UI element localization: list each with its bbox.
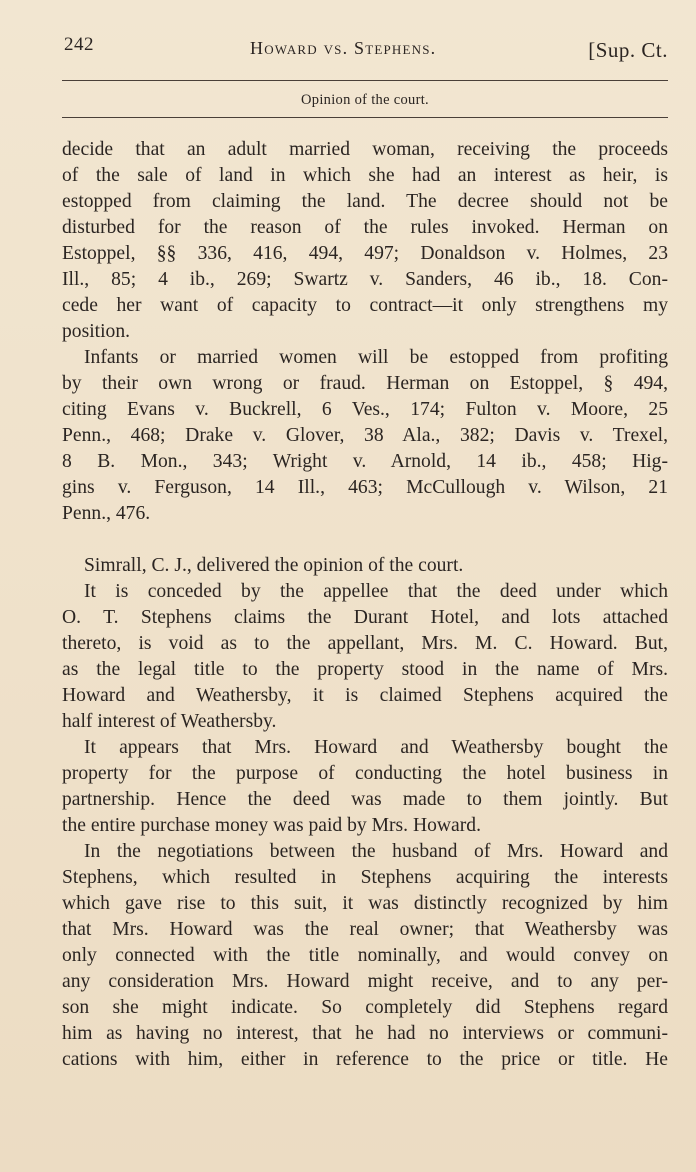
text-line: Simrall, C. J., delivered the opinion of the court. (84, 555, 464, 576)
text-line: citing Evans v. Buckrell, 6 Ves., 174; Fulton v. Moore, 25 (62, 399, 668, 420)
text-line: It is conceded by the appellee that the deed under which (84, 581, 668, 602)
text-line: thereto, is void as to the appellant, Mrs. M. C. Howard. But, (62, 633, 668, 654)
paragraph-opinion-delivered (62, 553, 668, 579)
text-line: as the legal title to the property stood in the name of Mrs. (62, 659, 668, 680)
page-header (62, 34, 672, 64)
text-line: cations with him, either in reference to the price or title. He (62, 1049, 668, 1070)
text-line: disturbed for the reason of the rules invoked. Herman on (62, 217, 668, 238)
text-line: Penn., 476. (62, 503, 151, 524)
text-line: decide that an adult married woman, receiving the proceeds (62, 139, 668, 160)
text-line: cede her want of capacity to contract—it only strengthens my (62, 295, 668, 316)
text-line: O. T. Stephens claims the Durant Hotel, and lots attached (62, 607, 668, 628)
text-line: the entire purchase money was paid by Mrs. Howard. (62, 815, 481, 836)
text-line: 8 B. Mon., 343; Wright v. Arnold, 14 ib., 458; Hig- (62, 451, 668, 472)
court-abbreviation: [Sup. Ct. (588, 38, 668, 62)
text-line: partnership. Hence the deed was made to them jointly. But (62, 789, 668, 810)
section-subheading: Opinion of the court. (301, 92, 429, 108)
text-line: any consideration Mrs. Howard might receive, and to any per- (62, 971, 668, 992)
page-number: 242 (64, 34, 94, 55)
text-line: Howard and Weathersby, it is claimed Stephens acquired the (62, 685, 668, 706)
text-line: property for the purpose of conducting the hotel business in (62, 763, 668, 784)
header-rule-top (62, 80, 668, 81)
paragraph-infants (62, 345, 668, 527)
text-line: Ill., 85; 4 ib., 269; Swartz v. Sanders, 46 ib., 18. Con- (62, 269, 668, 290)
page-body (62, 137, 668, 1073)
paragraph-continued (62, 137, 668, 345)
text-line: only connected with the title nominally, and would convey on (62, 945, 668, 966)
text-line: that Mrs. Howard was the real owner; that Weathersby was (62, 919, 668, 940)
text-line: It appears that Mrs. Howard and Weathersby bought the (84, 737, 668, 758)
running-title: Howard vs. Stephens. (250, 38, 437, 58)
text-line: which gave rise to this suit, it was distinctly recognized by him (62, 893, 668, 914)
text-line: of the sale of land in which she had an interest as heir, is (62, 165, 668, 186)
text-line: In the negotiations between the husband of Mrs. Howard and (84, 841, 668, 862)
text-line: Estoppel, §§ 336, 416, 494, 497; Donaldson v. Holmes, 23 (62, 243, 668, 264)
text-line: Penn., 468; Drake v. Glover, 38 Ala., 382; Davis v. Trexel, (62, 425, 668, 446)
text-line: half interest of Weathersby. (62, 711, 277, 732)
text-line: son she might indicate. So completely did Stephens regard (62, 997, 668, 1018)
text-line: Stephens, which resulted in Stephens acquiring the interests (62, 867, 668, 888)
paragraph-negotiations (62, 839, 668, 1073)
paragraph-gap (62, 527, 668, 553)
paragraph-appears (62, 735, 668, 839)
paragraph-conceded (62, 579, 668, 735)
text-line: gins v. Ferguson, 14 Ill., 463; McCullough v. Wilson, 21 (62, 477, 668, 498)
header-rule-bottom (62, 117, 668, 118)
text-line: by their own wrong or fraud. Herman on Estoppel, § 494, (62, 373, 668, 394)
text-line: Infants or married women will be estopped from profiting (84, 347, 668, 368)
text-line: estopped from claiming the land. The decree should not be (62, 191, 668, 212)
text-line: him as having no interest, that he had no interviews or communi- (62, 1023, 668, 1044)
text-line: position. (62, 321, 131, 342)
